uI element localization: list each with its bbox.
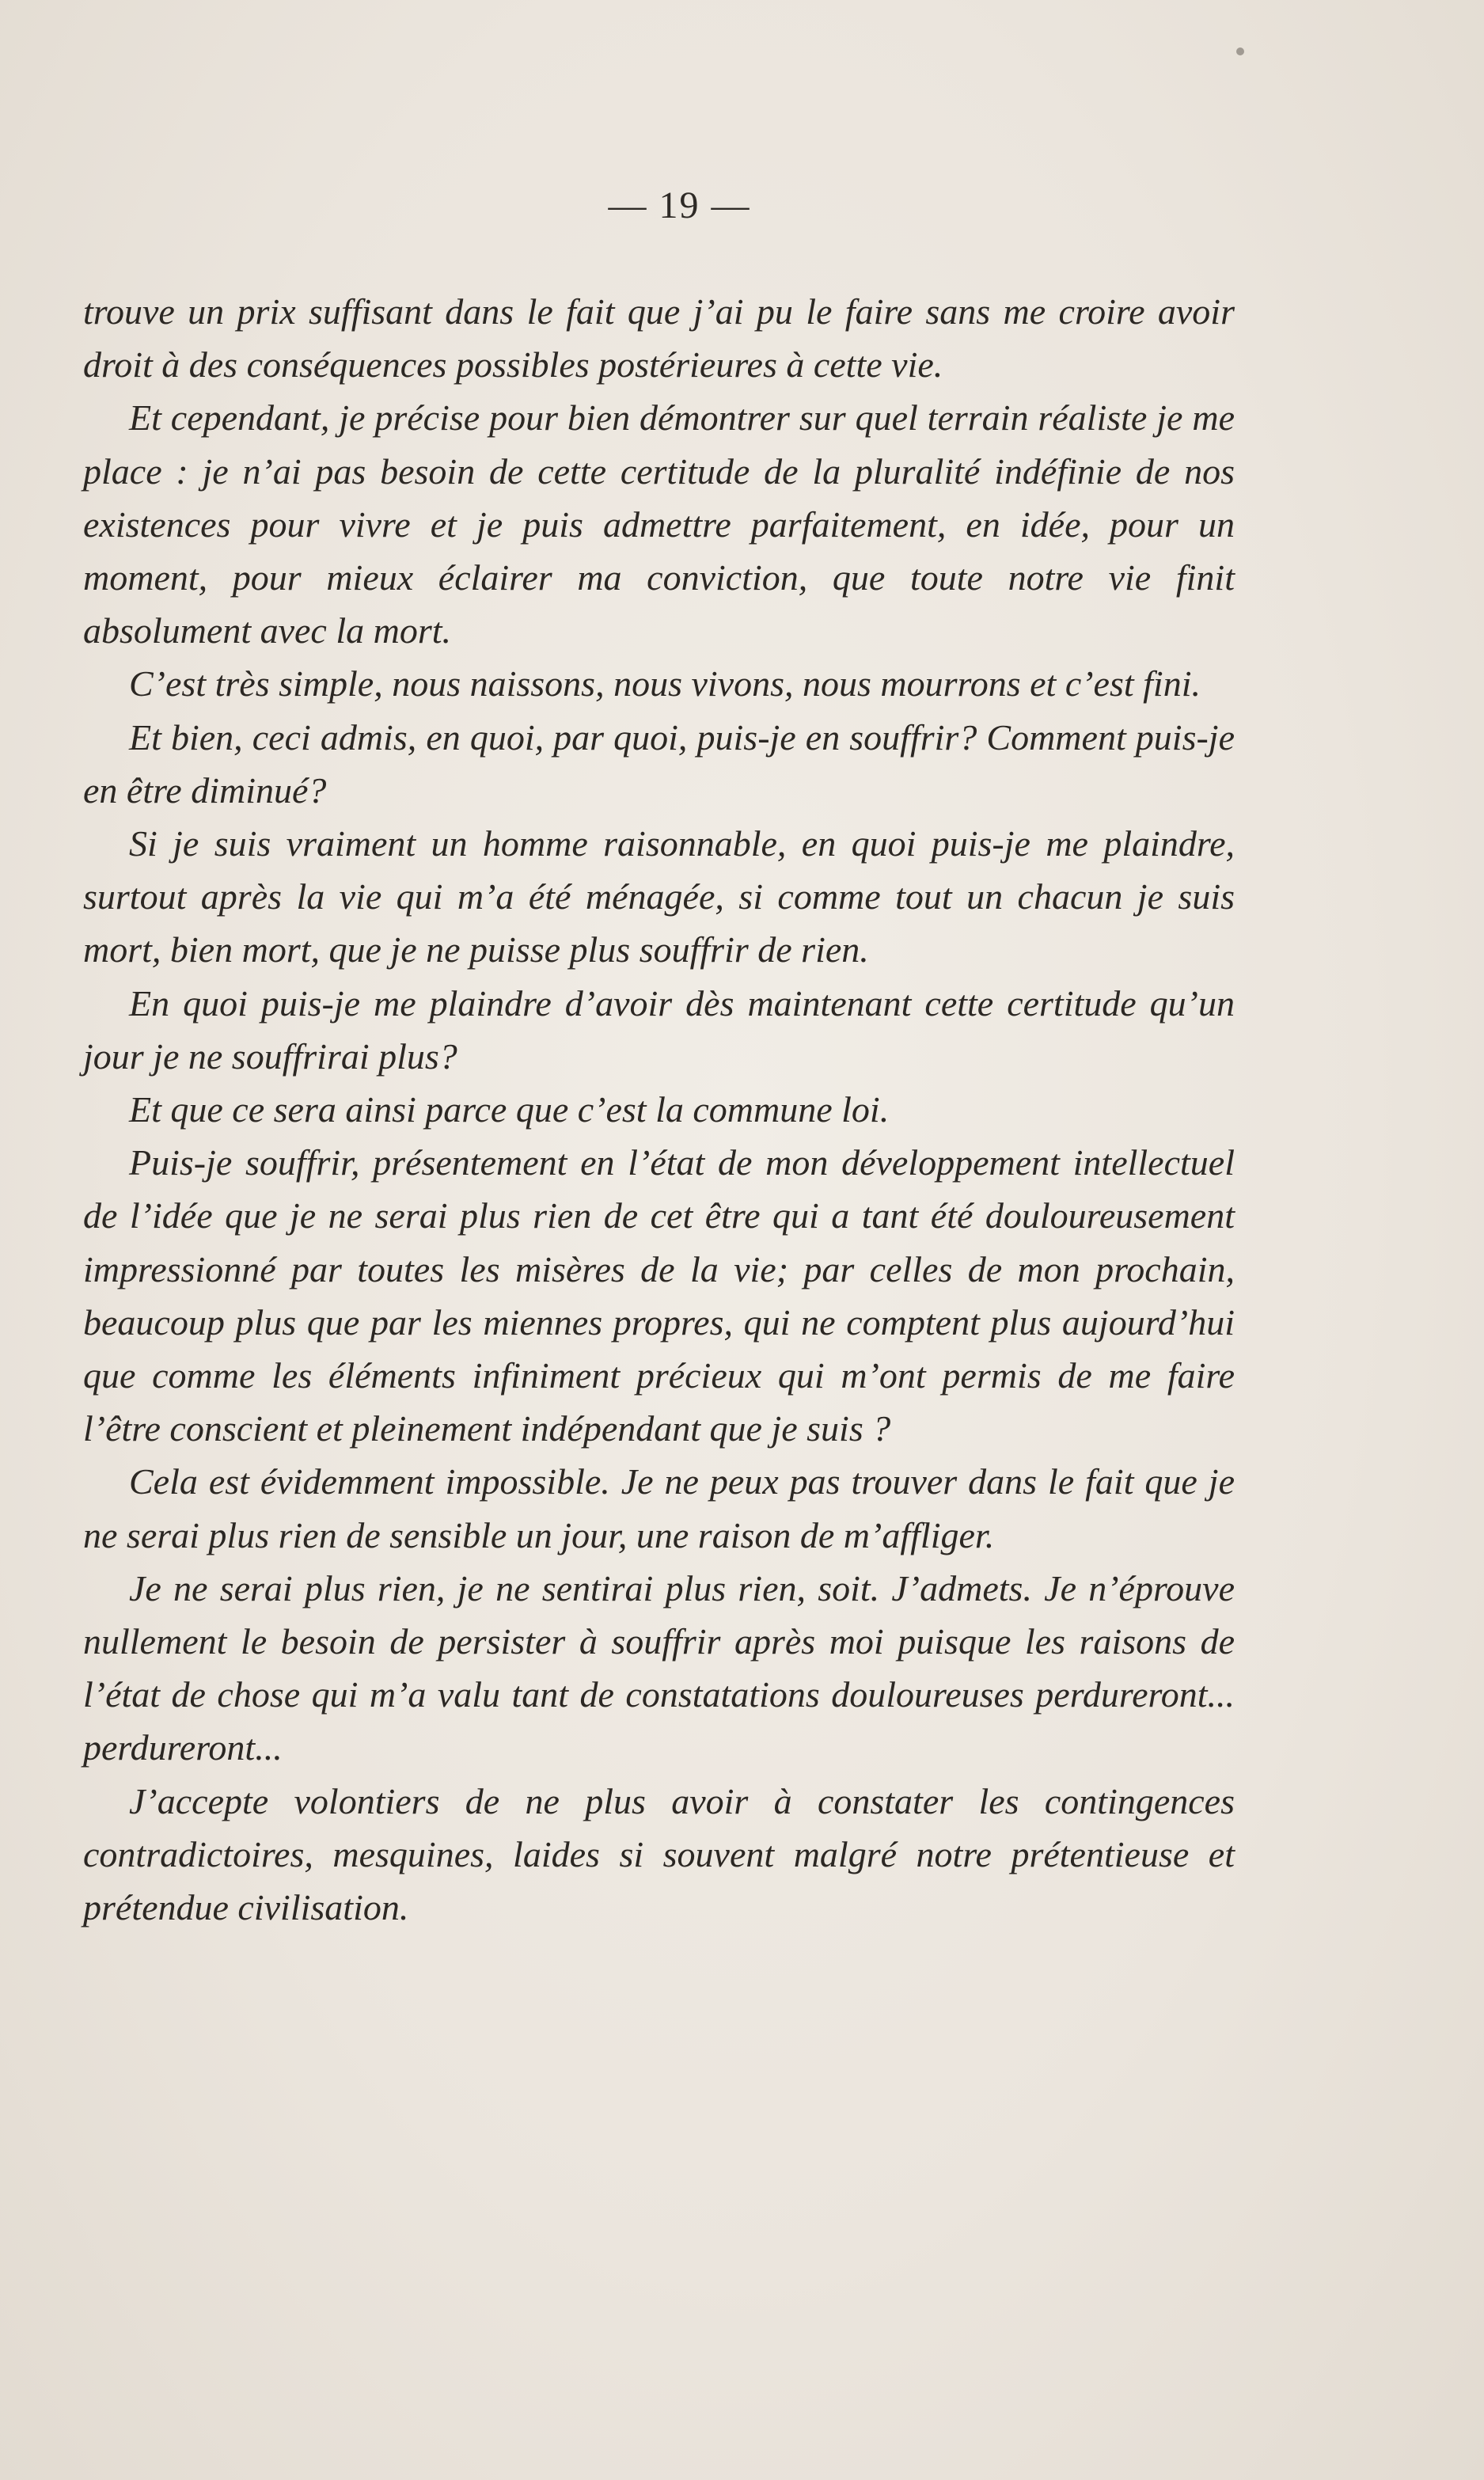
paragraph-2: Et cependant, je précise pour bien démontrer sur quel terrain réaliste je me place : je n’ai pas besoin de cette certitude de la pluralité indéfinie de nos existences pour vivre et je puis admettre parfaitement, en idée, pour un moment, pour mieux éclairer ma conviction, que toute notre vie finit absolument avec la mort.: [83, 397, 1235, 651]
paragraph-11: J’accepte volontiers de ne plus avoir à constater les contingences contradictoires, mesquines, laides si souvent malgré notre prétentieuse et prétendue civilisation.: [83, 1780, 1235, 1928]
paper-speck: [1236, 47, 1244, 55]
paragraph-4: Et bien, ceci admis, en quoi, par quoi, puis-je en souffrir? Comment puis-je en être diminué?: [83, 716, 1235, 811]
paragraph-6: En quoi puis-je me plaindre d’avoir dès maintenant cette certitude qu’un jour je ne souffrirai plus?: [83, 982, 1235, 1077]
paragraph-10: Je ne serai plus rien, je ne sentirai plus rien, soit. J’admets. Je n’éprouve nullement le besoin de persister à souffrir après moi puisque les raisons de l’état de chose qui m’a valu tant de constatations douloureuses perdureront... perdureront...: [83, 1567, 1235, 1768]
paragraph-9: Cela est évidemment impossible. Je ne peux pas trouver dans le fait que je ne serai plus rien de sensible un jour, une raison de m’affliger.: [83, 1461, 1235, 1555]
paragraph-5: Si je suis vraiment un homme raisonnable, en quoi puis-je me plaindre, surtout après la vie qui m’a été ménagée, si comme tout un chacun je suis mort, bien mort, que je ne puisse plus souffrir de rien.: [83, 823, 1235, 970]
paragraph-7: Et que ce sera ainsi parce que c’est la commune loi.: [129, 1089, 890, 1130]
page-number: — 19 —: [608, 184, 751, 226]
paragraph-8: Puis-je souffrir, présentement en l’état de mon développement intellectuel de l’idée que je ne serai plus rien de cet être qui a tant été douloureusement impressionné par toutes les misères de la vie; par celles de mon prochain, beaucoup plus que par les miennes propres, qui ne comptent plus aujourd’hui que comme les éléments infiniment précieux qui m’ont permis de me faire l’être conscient et pleinement indépendant que je suis ?: [83, 1142, 1235, 1449]
paragraph-3: C’est très simple, nous naissons, nous vivons, nous mourrons et c’est fini.: [129, 663, 1201, 705]
paragraph-1: trouve un prix suffisant dans le fait que j’ai pu le faire sans me croire avoir droit à des conséquences possibles postérieures à cette vie.: [83, 291, 1235, 385]
body-text: [83, 285, 1235, 1934]
